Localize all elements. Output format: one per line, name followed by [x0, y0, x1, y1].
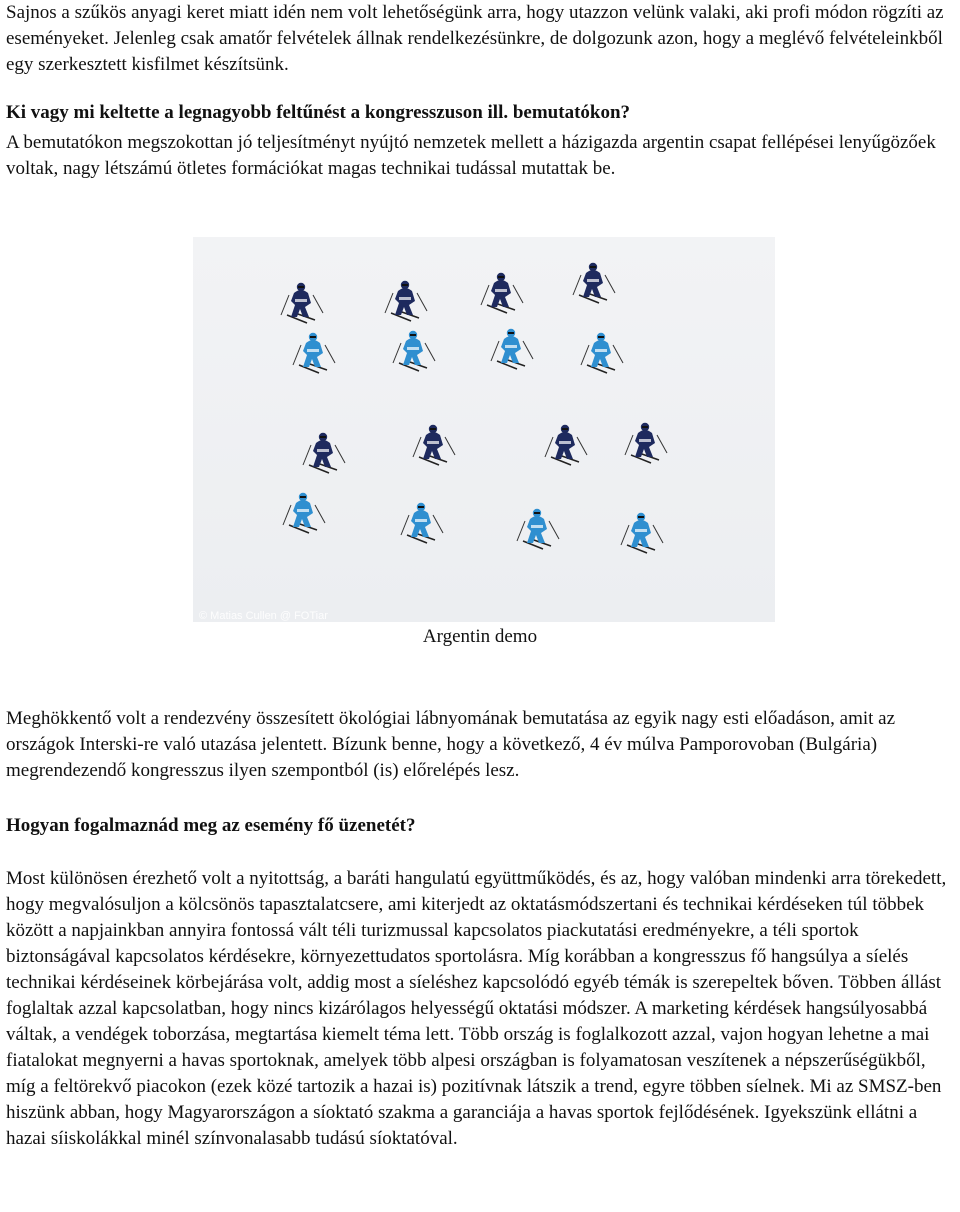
snow-background: [193, 237, 775, 622]
answer-paragraph-1: A bemutatókon megszokottan jó teljesítményt nyújtó nemzetek mellett a házigazda argentin csapat fellépései lenyűgözőek voltak, nagy létszámú ötletes formációkat magas technikai tudással mutattak be.: [6, 132, 936, 179]
question-heading-1: Ki vagy mi keltette a legnagyobb feltűnést a kongresszuson ill. bemutatókon?: [6, 102, 631, 123]
photo-caption: Argentin demo: [422, 626, 538, 647]
ski-demo-photo: [193, 237, 775, 622]
paragraph-2: Meghökkentő volt a rendezvény összesített ökológiai lábnyomának bemutatása az egyik nagy esti előadáson, amit az országok Interski-re való utazása jelentett. Bízunk benne, hogy a következő, 4 év múlva Pamporovoban (Bulgária) megrendezendő kongresszus ilyen szempontból (is) előrelépés lesz.: [6, 708, 896, 781]
photo-credit: © Matias Cullen @ FOTiar: [199, 610, 328, 622]
intro-paragraph: Sajnos a szűkös anyagi keret miatt idén nem volt lehetőségünk arra, hogy utazzon velünk valaki, aki profi módon rögzíti az eseményeket. Jelenleg csak amatőr felvételek állnak rendelkezésünkre, de dolgozunk azon, hogy a meglévő felvételeinkből egy szerkesztett kisfilmet készítsünk.: [6, 2, 944, 75]
paragraph-3: Most különösen érezhető volt a nyitottság, a baráti hangulatú együttműködés, és az, hogy valóban mindenki arra törekedett, hogy megvalósuljon a kölcsönös tapasztalatcsere, ami kiterjedt az oktatásmódszertani és technikai kérdéseken túl többek között a napjainkban annyira fontossá vált téli turizmussal kapcsolatos piackutatási eredményekre, a téli sportok biztonságával kapcsolatos kérdésekre, környezettudatos sportolásra. Míg korábban a kongresszus fő hangsúlya a síelés technikai kérdéseinek körbejárása volt, addig most a síeléshez kapcsolódó egyéb témák is szerepeltek bőven. Többen állást foglaltak azzal kapcsolatban, hogy nincs kizárólagos helyességű oktatási módszer. A marketing kérdések hangsúlyosabbá váltak, a vendégek toborzása, megtartása kiemelt téma lett. Több ország is foglalkozott azzal, vajon hogyan lehetne a mai fiatalokat megnyerni a havas sportoknak, amelyek több alpesi országban is folyamatosan veszítenek a népszerűségükből, míg a feltörekvő piacokon (ezek közé tartozik a hazai is) pozitívnak látszik a trend, egyre többen síelnek. Mi az SMSZ-ben hiszünk abban, hogy Magyarországon a síoktató szakma a garanciája a havas sportok fejlődésének. Igyekszünk ellátni a hazai síiskolákkal minél színvonalasabb tudású síoktatóval.: [6, 868, 947, 1149]
question-heading-2: Hogyan fogalmaznád meg az esemény fő üzenetét?: [6, 815, 416, 836]
